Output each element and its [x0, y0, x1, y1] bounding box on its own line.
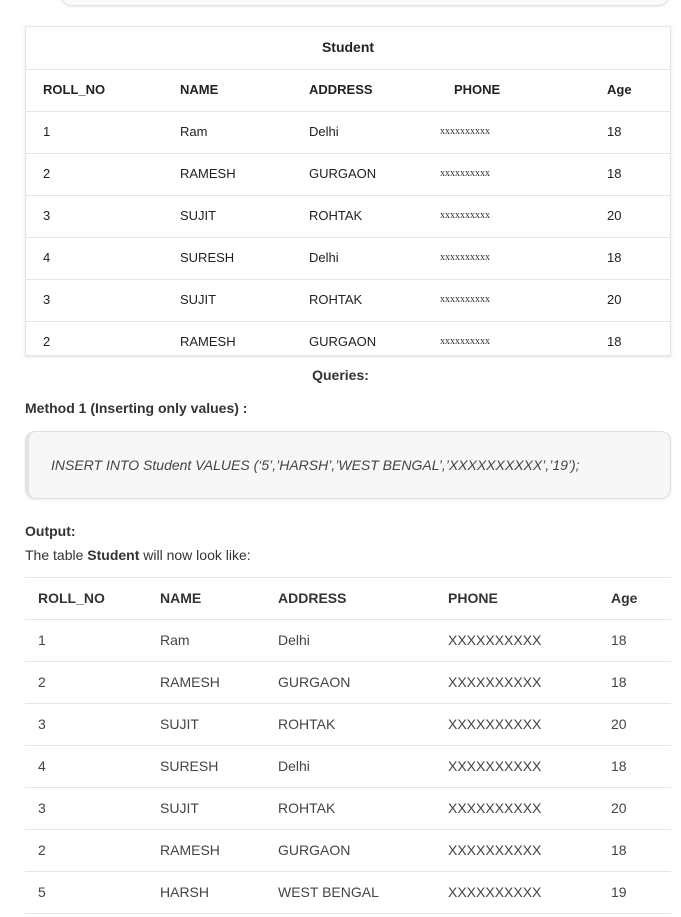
cell-name: Ram — [160, 632, 190, 648]
cell-age: 18 — [611, 758, 627, 774]
table-row — [25, 662, 671, 704]
method-heading: Method 1 (Inserting only values) : — [25, 400, 248, 416]
cell-age: 18 — [607, 166, 622, 181]
header-name: NAME — [180, 82, 219, 97]
header-age: Age — [607, 82, 632, 97]
cell-address: Delhi — [278, 632, 310, 648]
cell-address: GURGAON — [309, 166, 377, 181]
cell-phone: xxxxxxxxxx — [440, 210, 490, 221]
cell-phone: xxxxxxxxxx — [440, 252, 490, 263]
cell-age: 20 — [607, 208, 622, 223]
cell-phone: xxxxxxxxxx — [440, 294, 490, 305]
cell-roll-no: 3 — [43, 208, 51, 223]
table-row — [25, 872, 671, 914]
cell-phone: xxxxxxxxxx — [440, 336, 490, 347]
cell-age: 18 — [611, 632, 627, 648]
table-row — [25, 788, 671, 830]
cell-age: 19 — [611, 884, 627, 900]
cell-address: ROHTAK — [278, 800, 336, 816]
cell-name: SURESH — [160, 758, 219, 774]
cell-name: RAMESH — [160, 842, 220, 858]
table-row — [25, 746, 671, 788]
cell-address: GURGAON — [278, 674, 351, 690]
cell-name: RAMESH — [180, 334, 236, 349]
table-row — [25, 704, 671, 746]
cell-name: SUJIT — [160, 716, 199, 732]
cell-age: 20 — [607, 292, 622, 307]
cell-phone: XXXXXXXXXX — [448, 632, 542, 648]
cell-name: RAMESH — [180, 166, 236, 181]
cell-phone: xxxxxxxxxx — [440, 126, 490, 137]
cell-address: Delhi — [309, 124, 339, 139]
cell-roll-no: 3 — [38, 716, 46, 732]
output-desc-table-name: Student — [87, 547, 140, 563]
cell-roll-no: 2 — [43, 334, 51, 349]
table-caption: Student — [26, 27, 670, 70]
previous-code-box — [60, 0, 670, 6]
cell-roll-no: 2 — [38, 842, 46, 858]
cell-roll-no: 5 — [38, 884, 46, 900]
output-desc-suffix: will now look like: — [139, 547, 251, 563]
cell-address: WEST BENGAL — [278, 884, 379, 900]
header-address: ADDRESS — [278, 590, 347, 606]
cell-address: ROHTAK — [278, 716, 336, 732]
header-phone: PHONE — [448, 590, 498, 606]
cell-phone: xxxxxxxxxx — [440, 168, 490, 179]
student-table — [25, 26, 671, 356]
output-description — [25, 547, 251, 563]
cell-address: GURGAON — [278, 842, 351, 858]
cell-age: 18 — [611, 674, 627, 690]
table-header-row — [25, 578, 671, 620]
cell-address: Delhi — [278, 758, 310, 774]
cell-name: RAMESH — [160, 674, 220, 690]
cell-age: 18 — [607, 334, 622, 349]
cell-phone: XXXXXXXXXX — [448, 842, 542, 858]
cell-roll-no: 2 — [43, 166, 51, 181]
cell-address: GURGAON — [309, 334, 377, 349]
cell-age: 20 — [611, 716, 627, 732]
cell-age: 20 — [611, 800, 627, 816]
cell-phone: XXXXXXXXXX — [448, 716, 542, 732]
table-row — [25, 620, 671, 662]
cell-roll-no: 4 — [43, 250, 51, 265]
table-row — [26, 322, 670, 363]
cell-roll-no: 3 — [43, 292, 51, 307]
table-row — [26, 238, 670, 280]
cell-name: HARSH — [160, 884, 210, 900]
header-phone: PHONE — [454, 82, 501, 97]
table-row — [26, 154, 670, 196]
sql-code-block: INSERT INTO Student VALUES (‘5’,’HARSH’,’WEST BENGAL’,’XXXXXXXXXX’,’19’); — [25, 431, 671, 499]
header-address: ADDRESS — [309, 82, 373, 97]
table-header-row — [26, 70, 670, 112]
table-row — [26, 112, 670, 154]
cell-roll-no: 2 — [38, 674, 46, 690]
table-row — [26, 196, 670, 238]
cell-address: ROHTAK — [309, 292, 363, 307]
cell-name: SUJIT — [180, 208, 217, 223]
header-roll-no: ROLL_NO — [38, 590, 105, 606]
table-row — [26, 280, 670, 322]
cell-phone: XXXXXXXXXX — [448, 800, 542, 816]
cell-age: 18 — [607, 250, 622, 265]
cell-roll-no: 4 — [38, 758, 46, 774]
cell-roll-no: 3 — [38, 800, 46, 816]
cell-address: ROHTAK — [309, 208, 363, 223]
cell-address: Delhi — [309, 250, 339, 265]
output-label: Output: — [25, 523, 76, 539]
cell-name: Ram — [180, 124, 208, 139]
student-output-table — [25, 577, 671, 914]
cell-phone: XXXXXXXXXX — [448, 758, 542, 774]
cell-age: 18 — [611, 842, 627, 858]
cell-name: SUJIT — [180, 292, 217, 307]
table-row — [25, 830, 671, 872]
queries-heading: Queries: — [312, 367, 369, 383]
header-name: NAME — [160, 590, 202, 606]
cell-age: 18 — [607, 124, 622, 139]
cell-phone: XXXXXXXXXX — [448, 884, 542, 900]
cell-name: SUJIT — [160, 800, 199, 816]
cell-roll-no: 1 — [43, 124, 51, 139]
cell-name: SURESH — [180, 250, 235, 265]
cell-roll-no: 1 — [38, 632, 46, 648]
header-roll-no: ROLL_NO — [43, 82, 106, 97]
header-age: Age — [611, 590, 638, 606]
cell-phone: XXXXXXXXXX — [448, 674, 542, 690]
output-desc-prefix: The table — [25, 547, 88, 563]
